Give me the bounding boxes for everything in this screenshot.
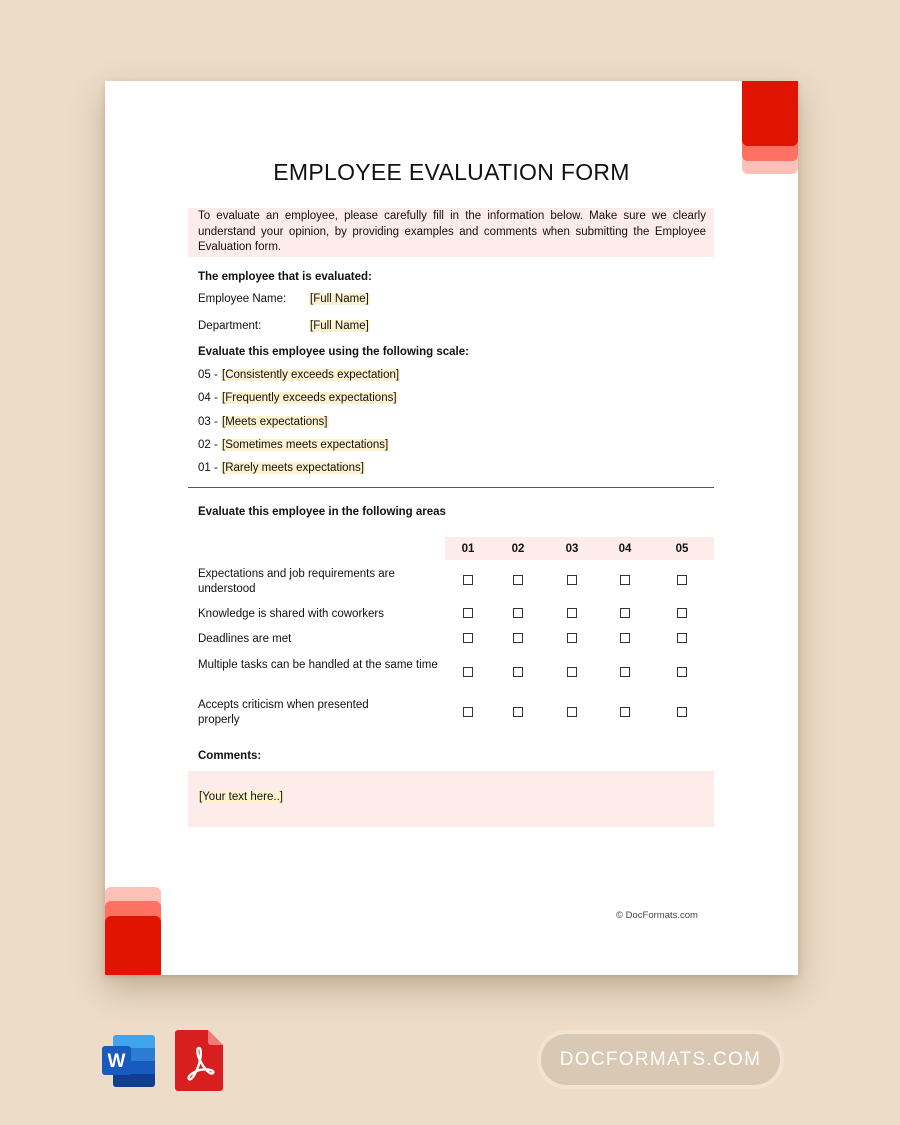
svg-text:W: W [107, 1051, 126, 1072]
scale-item-text[interactable]: [Sometimes meets expectations] [222, 439, 389, 451]
scale-item-text[interactable]: [Consistently exceeds expectation] [222, 369, 400, 381]
copyright-text: © DocFormats.com [616, 910, 698, 921]
criterion-label: Expectations and job requirements are understood [198, 568, 395, 595]
rating-checkbox[interactable] [620, 707, 630, 717]
scale-item: 02 - [Sometimes meets expectations] [198, 439, 389, 451]
scale-item-text[interactable]: [Frequently exceeds expectations] [222, 392, 397, 404]
rating-checkbox[interactable] [567, 667, 577, 677]
intro-paragraph: To evaluate an employee, please carefully fill in the information below. Make sure we clearly understand your opinion, by providing examples and comments when submitting the Employee Evaluation form. [188, 208, 714, 257]
decorative-tab [742, 81, 798, 146]
rating-column-05: 05 [675, 543, 689, 555]
scale-item-text[interactable]: [Rarely meets expectations] [222, 462, 364, 474]
employee-section-heading: The employee that is evaluated: [198, 271, 372, 283]
rating-checkbox[interactable] [513, 608, 523, 618]
criterion-label: Accepts criticism when presented properly [198, 699, 369, 726]
rating-checkbox[interactable] [677, 707, 687, 717]
scale-item: 04 - [Frequently exceeds expectations] [198, 392, 397, 404]
rating-checkbox[interactable] [677, 575, 687, 585]
rating-checkbox[interactable] [567, 633, 577, 643]
rating-checkbox[interactable] [677, 633, 687, 643]
rating-checkbox[interactable] [463, 707, 473, 717]
scale-item: 05 - [Consistently exceeds expectation] [198, 369, 400, 381]
pdf-icon[interactable] [175, 1030, 223, 1091]
document-page [105, 81, 798, 975]
scale-item: 03 - [Meets expectations] [198, 416, 328, 428]
employee-name-label: Employee Name: [198, 293, 287, 305]
rating-checkbox[interactable] [677, 608, 687, 618]
criterion-label: Knowledge is shared with coworkers [198, 608, 385, 620]
scale-item: 01 - [Rarely meets expectations] [198, 462, 364, 474]
rating-checkbox[interactable] [513, 707, 523, 717]
rating-column-02: 02 [511, 543, 525, 555]
rating-checkbox[interactable] [567, 707, 577, 717]
rating-checkbox[interactable] [567, 608, 577, 618]
document-title: EMPLOYEE EVALUATION FORM [273, 159, 630, 185]
rating-checkbox[interactable] [513, 667, 523, 677]
section-divider [188, 487, 714, 488]
rating-checkbox[interactable] [567, 575, 577, 585]
decorative-tab [105, 916, 161, 975]
rating-checkbox[interactable] [463, 633, 473, 643]
criterion-label: Deadlines are met [198, 633, 292, 645]
rating-checkbox[interactable] [620, 575, 630, 585]
brand-badge[interactable]: DOCFORMATS.COM [541, 1034, 780, 1085]
rating-column-03: 03 [565, 543, 579, 555]
department-field[interactable]: [Full Name] [310, 320, 369, 332]
comments-field[interactable]: [Your text here..] [199, 791, 283, 803]
rating-checkbox[interactable] [620, 608, 630, 618]
rating-checkbox[interactable] [513, 575, 523, 585]
word-icon[interactable] [101, 1033, 157, 1089]
rating-checkbox[interactable] [620, 633, 630, 643]
scale-section-heading: Evaluate this employee using the following scale: [198, 346, 469, 358]
rating-header-row [445, 537, 714, 560]
scale-item-text[interactable]: [Meets expectations] [222, 416, 328, 428]
rating-checkbox[interactable] [463, 575, 473, 585]
rating-checkbox[interactable] [620, 667, 630, 677]
rating-checkbox[interactable] [463, 608, 473, 618]
comments-heading: Comments: [198, 750, 262, 762]
rating-column-04: 04 [618, 543, 632, 555]
areas-section-heading: Evaluate this employee in the following areas [198, 506, 446, 518]
rating-checkbox[interactable] [463, 667, 473, 677]
employee-name-field[interactable]: [Full Name] [310, 293, 369, 305]
rating-checkbox[interactable] [513, 633, 523, 643]
department-label: Department: [198, 320, 262, 332]
rating-column-01: 01 [461, 543, 475, 555]
criterion-label: Multiple tasks can be handled at the same time [198, 659, 438, 671]
rating-checkbox[interactable] [677, 667, 687, 677]
